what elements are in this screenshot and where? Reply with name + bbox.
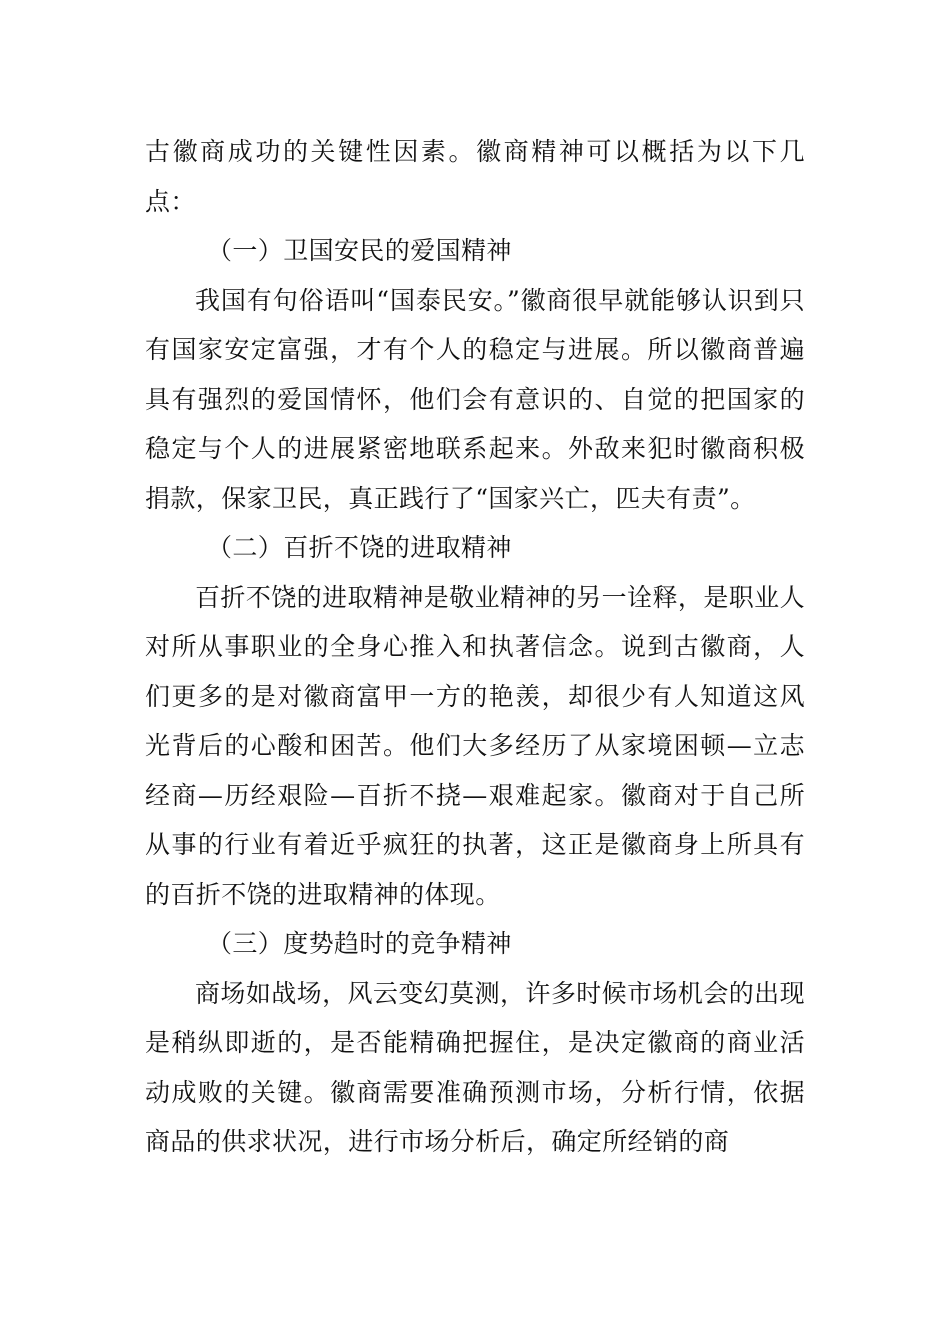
paragraph-perseverance: 百折不饶的进取精神是敬业精神的另一诠释，是职业人对所从事职业的全身心推入和执著信念。说到古徽商，人们更多的是对徽商富甲一方的艳羡，却很少有人知道这风光背后的心酸和困苦。他们大多经历了从家境困顿—立志经商—历经艰险—百折不挠—艰难起家。徽商对于自己所从事的行业有着近乎疯狂的执著，这正是徽商身上所具有的百折不饶的进取精神的体现。 [145,582,805,909]
paragraph-continuation: 古徽商成功的关键性因素。徽商精神可以概括为以下几点： [145,137,805,216]
paragraph-competition: 商场如战场，风云变幻莫测，许多时候市场机会的出现是稍纵即逝的，是否能精确把握住，是决定徽商的商业活动成败的关键。徽商需要准确预测市场，分析行情，依据商品的供求状况，进行市场分析后，确定所经销的商 [145,978,805,1156]
section-heading-3: （三）度势趋时的竞争精神 [207,929,512,958]
section-heading-2: （二）百折不饶的进取精神 [207,533,512,562]
paragraph-patriotism: 我国有句俗语叫“国泰民安。”徽商很早就能够认识到只有国家安定富强，才有个人的稳定与进展。所以徽商普遍具有强烈的爱国情怀，他们会有意识的、自觉的把国家的稳定与个人的进展紧密地联系起来。外敌来犯时徽商积极捐款，保家卫民，真正践行了“国家兴亡，匹夫有责”。 [145,285,805,513]
section-heading-1: （一）卫国安民的爱国精神 [207,236,512,265]
document-body [145,127,805,1167]
